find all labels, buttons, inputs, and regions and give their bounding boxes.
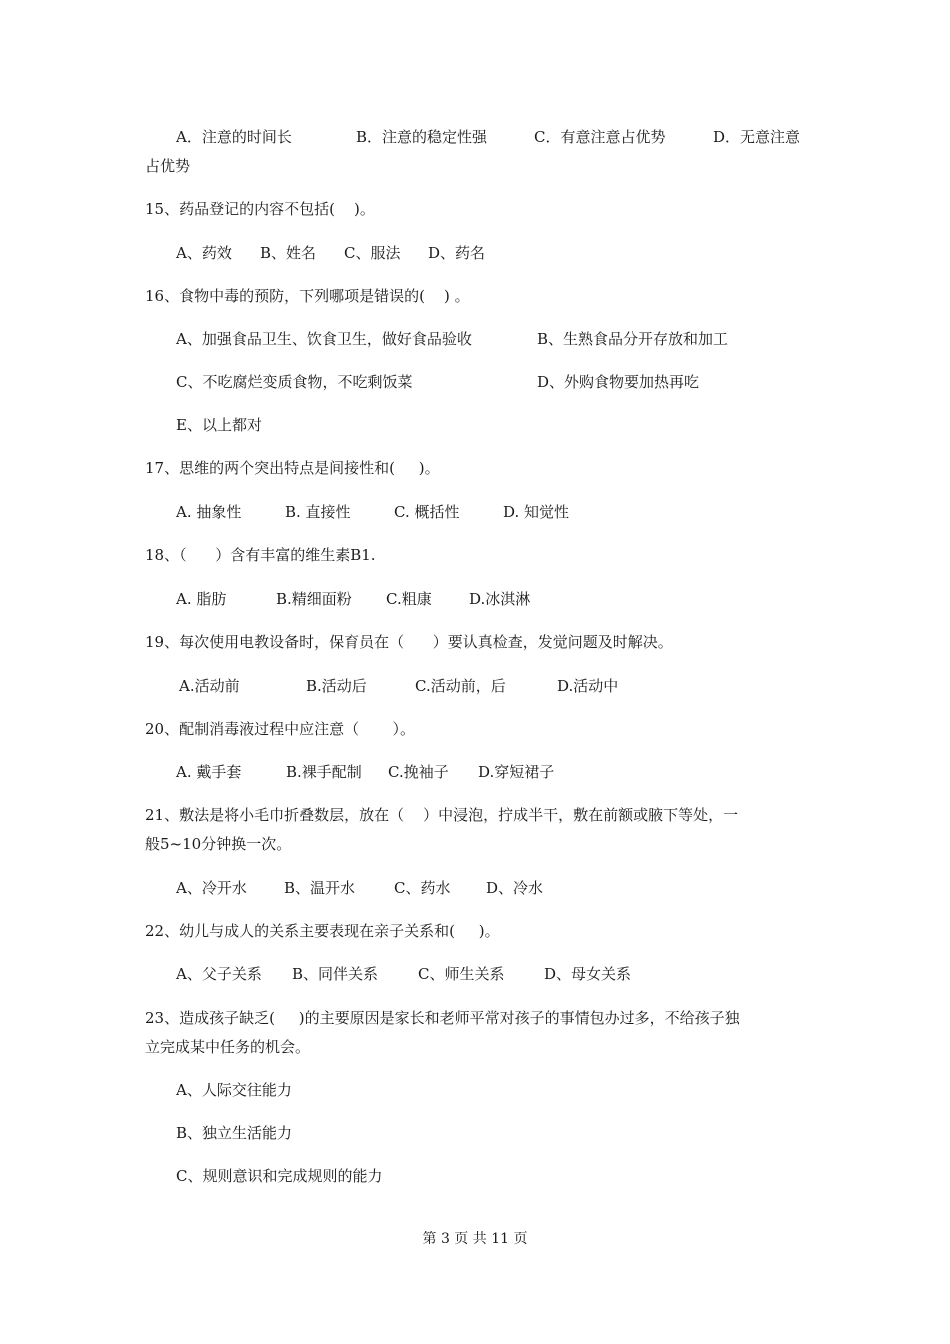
q17-option-c: C. 概括性 bbox=[394, 503, 460, 521]
q19-option-a: A.活动前 bbox=[179, 677, 240, 695]
question-21-stem-cont: 般5~10分钟换一次。 bbox=[145, 835, 292, 853]
q19-option-b: B.活动后 bbox=[306, 677, 367, 695]
question-16-options-row2 bbox=[176, 372, 776, 392]
q23-option-b: B、独立生活能力 bbox=[176, 1124, 293, 1142]
q18-option-c: C.粗康 bbox=[386, 590, 432, 608]
q18-option-b: B.精细面粉 bbox=[276, 590, 352, 608]
q20-option-c: C.挽袖子 bbox=[388, 763, 449, 781]
question-19-stem: 19、每次使用电教设备时，保育员在（ ）要认真检查，发觉问题及时解决。 bbox=[145, 633, 673, 651]
q15-option-d: D、药名 bbox=[428, 244, 486, 262]
q16-option-b: B、生熟食品分开存放和加工 bbox=[537, 330, 729, 348]
q23-option-a: A、人际交往能力 bbox=[176, 1081, 292, 1099]
question-20-options bbox=[176, 762, 676, 782]
q14-options bbox=[176, 127, 826, 147]
q18-option-a: A. 脂肪 bbox=[176, 590, 227, 608]
question-16-options-row1 bbox=[176, 329, 776, 349]
q19-option-c: C.活动前，后 bbox=[415, 677, 506, 695]
q16-option-a: A、加强食品卫生、饮食卫生，做好食品验收 bbox=[176, 330, 472, 348]
page-footer: 第 3 页 共 11 页 bbox=[422, 1231, 528, 1247]
q20-option-a: A. 戴手套 bbox=[176, 763, 242, 781]
q14-option-c: C．有意注意占优势 bbox=[534, 128, 666, 146]
q21-option-c: C、药水 bbox=[394, 879, 451, 897]
q22-option-a: A、父子关系 bbox=[176, 965, 262, 983]
q21-option-b: B、温开水 bbox=[284, 879, 356, 897]
question-20-stem: 20、配制消毒液过程中应注意（ ）。 bbox=[145, 720, 415, 738]
q15-option-a: A、药效 bbox=[176, 244, 232, 262]
question-21-options bbox=[176, 878, 676, 898]
question-17-options bbox=[176, 502, 676, 522]
q17-option-b: B. 直接性 bbox=[285, 503, 351, 521]
q16-option-e: E、以上都对 bbox=[176, 416, 262, 434]
question-23-stem-cont: 立完成某中任务的机会。 bbox=[145, 1038, 311, 1056]
q21-option-d: D、冷水 bbox=[486, 879, 544, 897]
question-18-options bbox=[176, 589, 676, 609]
q20-option-d: D.穿短裙子 bbox=[478, 763, 555, 781]
q17-option-d: D. 知觉性 bbox=[503, 503, 570, 521]
q15-option-b: B、姓名 bbox=[260, 244, 317, 262]
question-16-stem: 16、食物中毒的预防，下列哪项是错误的( ) 。 bbox=[145, 287, 470, 305]
question-19-options bbox=[179, 676, 679, 696]
question-22-options bbox=[176, 964, 676, 984]
q16-option-d: D、外购食物要加热再吃 bbox=[537, 373, 700, 391]
question-17-stem: 17、思维的两个突出特点是间接性和( )。 bbox=[145, 459, 440, 477]
question-15-stem: 15、药品登记的内容不包括( )。 bbox=[145, 200, 375, 218]
question-21-stem: 21、敷法是将小毛巾折叠数层，放在（ ）中浸泡，拧成半干，敷在前额或腋下等处，一 bbox=[145, 806, 739, 824]
question-22-stem: 22、幼儿与成人的关系主要表现在亲子关系和( )。 bbox=[145, 922, 500, 940]
question-23-stem: 23、造成孩子缺乏( )的主要原因是家长和老师平常对孩子的事情包办过多，不给孩子独 bbox=[145, 1009, 740, 1027]
q15-option-c: C、服法 bbox=[344, 244, 401, 262]
q18-option-d: D.冰淇淋 bbox=[469, 590, 531, 608]
q19-option-d: D.活动中 bbox=[557, 677, 619, 695]
q14-option-b: B．注意的稳定性强 bbox=[356, 128, 488, 146]
q22-option-d: D、母女关系 bbox=[544, 965, 632, 983]
q14-option-a: A．注意的时间长 bbox=[176, 128, 292, 146]
q16-option-c: C、不吃腐烂变质食物，不吃剩饭菜 bbox=[176, 373, 413, 391]
question-18-stem: 18、（ ）含有丰富的维生素B1. bbox=[145, 546, 376, 564]
q22-option-b: B、同伴关系 bbox=[292, 965, 379, 983]
q21-option-a: A、冷开水 bbox=[176, 879, 247, 897]
q14-option-d: D．无意注意 bbox=[713, 128, 801, 146]
q22-option-c: C、师生关系 bbox=[418, 965, 505, 983]
question-15-options bbox=[176, 243, 576, 263]
q20-option-b: B.裸手配制 bbox=[286, 763, 362, 781]
q23-option-c: C、规则意识和完成规则的能力 bbox=[176, 1167, 383, 1185]
q17-option-a: A. 抽象性 bbox=[176, 503, 242, 521]
q14-option-d-wrap: 占优势 bbox=[145, 157, 191, 175]
